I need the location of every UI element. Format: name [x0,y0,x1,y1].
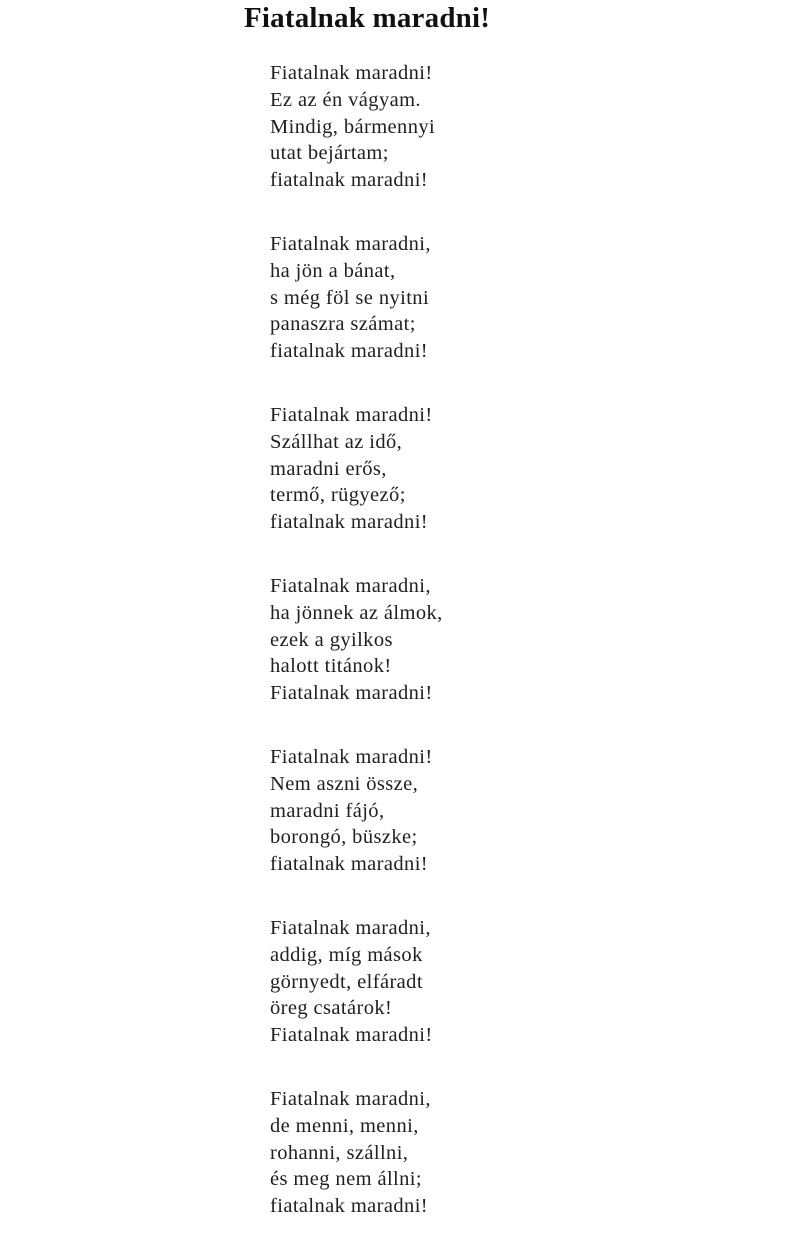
poem-line: utat bejártam; [270,142,389,165]
poem-line: borongó, büszke; [270,826,418,849]
poem-line: panaszra számat; [270,313,416,336]
poem-line: Fiatalnak maradni! [270,1024,433,1047]
stanza-7 [270,1086,710,1220]
poem-line: Fiatalnak maradni! [270,682,433,705]
poem-body [270,60,710,1257]
poem-line: ha jön a bánat, [270,259,396,282]
poem-line: halott titánok! [270,655,392,678]
poem-line: rohanni, szállni, [270,1141,409,1164]
poem-line: fiatalnak maradni! [270,1195,429,1218]
poem-line: fiatalnak maradni! [270,853,429,876]
poem-line: Fiatalnak maradni, [270,574,431,597]
poem-line: ezek a gyilkos [270,628,393,651]
poem-line: maradni erős, [270,457,387,480]
poem-line: addig, míg mások [270,943,423,966]
poem-line: Szállhat az idő, [270,430,403,453]
poem-title: Fiatalnak maradni! [244,2,491,34]
poem-line: görnyedt, elfáradt [270,970,423,993]
poem-line: Fiatalnak maradni, [270,232,431,255]
poem-line: ha jönnek az álmok, [270,601,443,624]
poem-line: s még föl se nyitni [270,286,430,309]
poem-line: Fiatalnak maradni! [270,62,433,84]
poem-line: fiatalnak maradni! [270,340,429,363]
stanza-5 [270,744,710,878]
poem-line: Nem aszni össze, [270,772,419,795]
stanza-3 [270,402,710,536]
poem-line: Fiatalnak maradni, [270,1087,431,1110]
poem-line: öreg csatárok! [270,997,393,1020]
stanza-2 [270,231,710,365]
poem-line: maradni fájó, [270,799,385,822]
poem-line: de menni, menni, [270,1114,419,1137]
stanza-6 [270,915,710,1049]
poem-line: fiatalnak maradni! [270,511,429,534]
poem-line: Fiatalnak maradni! [270,745,433,768]
poem-line: Mindig, bármennyi [270,115,436,138]
stanza-1 [270,60,710,194]
poem-line: Fiatalnak maradni! [270,403,433,426]
poem-line: Ez az én vágyam. [270,88,421,111]
stanza-4 [270,573,710,707]
poem-line: fiatalnak maradni! [270,169,429,192]
poem-line: Fiatalnak maradni, [270,916,431,939]
poem-line: termő, rügyező; [270,484,406,507]
poem-line: és meg nem állni; [270,1168,422,1191]
